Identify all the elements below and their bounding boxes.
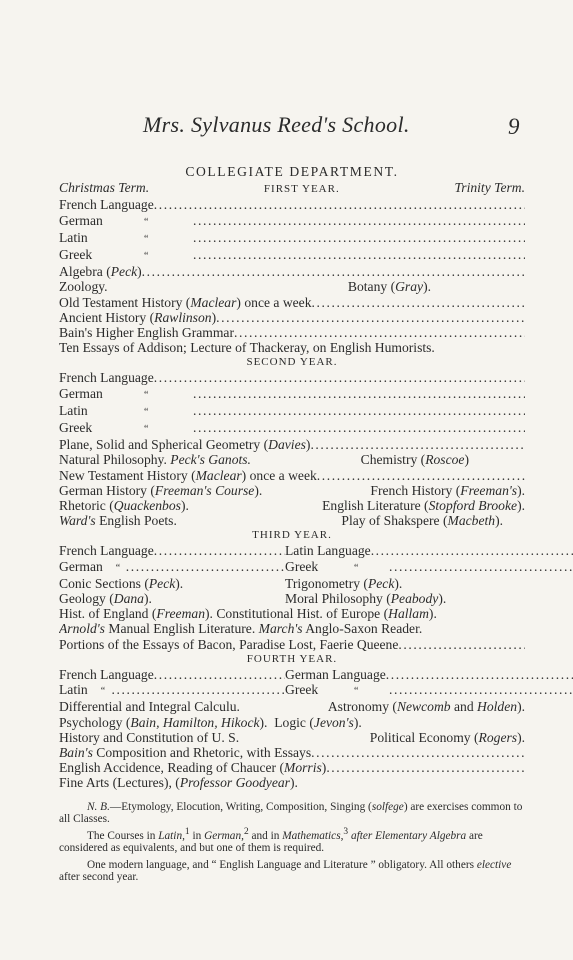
nota-bene: N. B.: [87, 800, 110, 813]
course-label: Fine Arts (Lectures),: [59, 775, 172, 791]
course-row: [59, 325, 525, 340]
textbook: Rogers: [478, 729, 518, 745]
course-row: [59, 264, 525, 279]
ditto-mark: “: [144, 233, 149, 245]
note-paragraph: [59, 826, 525, 855]
textbook: Hallam: [388, 606, 429, 622]
course-label: Hist. of England: [59, 606, 149, 622]
course-label: Political Economy: [369, 729, 471, 745]
course-name: Conic Sections (Peck).: [59, 575, 184, 591]
course-name: Astronomy (Newcomb and Holden).: [327, 699, 525, 715]
course-row: Ten Essays of Addison; Lecture of Thackeray, on English Humorists.: [59, 340, 435, 356]
textbook: Quackenbos: [113, 498, 181, 514]
author: Bain's: [59, 744, 93, 760]
term-row: [59, 180, 525, 197]
term-left: Christmas Term.: [59, 180, 150, 196]
course-cell: [59, 576, 285, 591]
course-name: French Language: [59, 666, 154, 682]
page-number: 9: [508, 114, 520, 139]
note-italic: after Elementary Algebra: [350, 829, 467, 842]
textbook: Davies: [268, 437, 306, 453]
footnotes: [59, 801, 525, 884]
leader-dots: [398, 637, 525, 652]
course-row: [59, 760, 525, 775]
leader-dots: [216, 310, 525, 325]
course-name: French Language: [59, 197, 154, 213]
ditto-mark: “: [144, 251, 149, 263]
textbook: Gray: [395, 279, 424, 295]
course-name: [59, 745, 311, 760]
course-name: Rhetoric (Quackenbos).: [59, 498, 189, 514]
textbook: Peck: [148, 575, 176, 591]
textbook: Freeman's: [460, 482, 518, 498]
textbook: Freeman's Course: [154, 482, 255, 498]
ditto-mark: “: [144, 216, 149, 228]
course-name: Plane, Solid and Spherical Geometry (Davies): [59, 437, 311, 453]
leader-dots: [310, 437, 525, 452]
department-title: COLLEGIATE DEPARTMENT.: [185, 164, 399, 179]
course-row: [59, 437, 525, 452]
course-name: Latin: [59, 402, 88, 418]
course-row: [59, 513, 525, 528]
author: Arnold's: [59, 621, 105, 637]
course-name: French Language: [59, 370, 154, 386]
course-name: Chemistry (Roscoe): [360, 452, 469, 468]
note-text: ) are exercises common to all Classes.: [59, 800, 523, 826]
course-name: Zoology.: [59, 279, 108, 295]
course-name: Botany (Gray).: [347, 279, 431, 295]
leader-dots: [126, 559, 285, 574]
course-cell: [285, 682, 573, 699]
course-label: Rhetoric: [59, 498, 106, 514]
course-row: [59, 699, 525, 714]
page-header: [0, 112, 573, 148]
first-year-heading: FIRST YEAR.: [263, 183, 340, 196]
note-paragraph: [59, 859, 525, 884]
course-cell: [285, 591, 525, 606]
course-cell: [285, 576, 525, 591]
course-row: Psychology (Bain, Hamilton, Hikock). Logic (Jevon's).: [59, 714, 362, 730]
course-label: Ancient History: [59, 309, 147, 325]
leader-dots: [154, 543, 285, 558]
course-name: Algebra (Peck): [59, 264, 142, 280]
course-label: English Literature: [322, 498, 421, 514]
course-name: Ancient History (Rawlinson): [59, 309, 217, 325]
course-cell: [59, 591, 285, 606]
second-year-heading: SECOND YEAR.: [246, 356, 338, 369]
course-label: Trigonometry: [285, 575, 361, 591]
course-name: German: [59, 558, 103, 574]
course-row: [59, 591, 525, 606]
course-row: [59, 682, 525, 699]
course-label: Natural Philosophy.: [59, 452, 167, 468]
note-italic: German,: [204, 829, 244, 842]
note-italic: Mathematics,: [282, 829, 344, 842]
course-label: Logic: [274, 714, 306, 730]
textbook: Maclear: [195, 467, 242, 483]
note-text: The Courses in: [87, 829, 156, 842]
course-cell: [59, 667, 285, 682]
note-text: after second year.: [59, 871, 139, 884]
course-label: Botany: [347, 279, 388, 295]
course-name: Trigonometry (Peck).: [285, 575, 403, 591]
course-note: once a week: [244, 294, 312, 310]
leader-dots: [142, 264, 525, 279]
leader-dots: [317, 468, 525, 483]
note-text: are considered as equivalents, and but one of them is required.: [59, 829, 483, 855]
course-cell: [59, 682, 285, 699]
leader-dots: [112, 682, 285, 697]
course-name: Latin: [59, 229, 88, 245]
ditto-mark: “: [354, 562, 359, 574]
course-name: History and Constitution of U. S.: [59, 729, 240, 745]
course-name: German History (Freeman's Course).: [59, 482, 263, 498]
course-row: [59, 403, 525, 420]
note-text: and in: [251, 829, 280, 842]
leader-dots: [389, 682, 573, 697]
course-row: [59, 247, 525, 264]
course-name: French History (Freeman's).: [370, 482, 525, 498]
course-name: Geology (Dana).: [59, 591, 152, 607]
course-name: German Language: [285, 666, 386, 682]
course-label: Plane, Solid and Spherical Geometry: [59, 437, 261, 453]
course-row: [59, 452, 525, 467]
leader-dots: [389, 559, 573, 574]
leader-dots: [193, 386, 525, 401]
course-name: [59, 452, 251, 467]
textbook: Macbeth: [447, 513, 496, 529]
course-name: Portions of the Essays of Bacon, Paradise Lost, Faerie Queene: [59, 636, 399, 652]
textbook: Peck's Ganots.: [170, 452, 251, 468]
course-cell: [285, 667, 573, 682]
course-label: Chemistry: [360, 452, 418, 468]
course-row: [59, 279, 525, 294]
course-name: [59, 513, 177, 528]
leader-dots: [386, 667, 573, 682]
course-name: Latin Language: [285, 543, 371, 559]
course-label: Moral Philosophy: [285, 591, 383, 607]
leader-dots: [371, 543, 573, 558]
fourth-year-heading: FOURTH YEAR.: [246, 652, 338, 665]
course-name: Moral Philosophy (Peabody).: [285, 591, 447, 607]
textbook: Peck: [110, 264, 138, 280]
course-cell: [59, 559, 285, 576]
course-row: [59, 295, 525, 310]
course-row: [59, 745, 525, 760]
course-row: [59, 420, 525, 437]
course-label: New Testament History: [59, 467, 188, 483]
course-name: English Literature (Stopford Brooke).: [322, 498, 525, 514]
course-row: [59, 197, 525, 212]
course-name: Bain's Higher English Grammar: [59, 325, 234, 341]
course-row: [59, 468, 525, 483]
course-label: Geology: [59, 591, 106, 607]
leader-dots: [193, 230, 525, 245]
leader-dots: [193, 213, 525, 228]
course-row: [59, 730, 525, 745]
course-name: English Accidence, Reading of Chaucer (Morris): [59, 760, 327, 776]
third-year-heading: THIRD YEAR.: [252, 529, 332, 542]
course-name: Play of Shakspere (Macbeth).: [341, 513, 503, 529]
textbook: Newcomb: [396, 699, 451, 715]
course-row: [59, 559, 525, 576]
textbook: Roscoe: [425, 452, 465, 468]
course-row: [59, 498, 525, 513]
course-label: Composition and Rhetoric, with Essays: [96, 744, 312, 760]
leader-dots: [193, 403, 525, 418]
course-name: Greek: [285, 682, 319, 698]
course-label: English Accidence, Reading of Chaucer: [59, 760, 277, 776]
note-text: One modern language, and “ English Language and Literature ” obligatory. All others: [87, 858, 475, 871]
footnote-mark: 3: [343, 826, 349, 837]
course-label: Play of Shakspere: [341, 513, 440, 529]
course-row: Fine Arts (Lectures), (Professor Goodyear).: [59, 775, 298, 791]
running-title: Mrs. Sylvanus Reed's School.: [143, 112, 410, 137]
author: March's: [258, 621, 303, 637]
ditto-mark: “: [144, 389, 149, 401]
course-label: Astronomy: [327, 699, 390, 715]
course-name: Political Economy (Rogers).: [369, 729, 525, 745]
course-row: [59, 637, 525, 652]
textbook: Dana: [113, 591, 144, 607]
course-row: Hist. of England (Freeman). Constitutional Hist. of Europe (Hallam).: [59, 606, 437, 622]
textbook: Jevon's: [313, 714, 354, 730]
course-row: [59, 483, 525, 498]
course-name: New Testament History (Maclear) once a week: [59, 467, 317, 483]
ditto-mark: “: [354, 686, 359, 698]
leader-dots: [312, 295, 525, 310]
course-label: Algebra: [59, 264, 103, 280]
course-label: Anglo-Saxon Reader.: [305, 621, 423, 637]
textbook: Freeman: [156, 606, 205, 622]
leader-dots: [154, 667, 285, 682]
course-label: German History: [59, 482, 147, 498]
leader-dots: [234, 325, 525, 340]
leader-dots: [326, 760, 525, 775]
course-name: German: [59, 212, 103, 228]
course-label: Conic Sections: [59, 575, 141, 591]
course-label: Old Testament History: [59, 294, 183, 310]
textbook: Professor Goodyear: [179, 775, 290, 791]
textbook: Morris: [284, 760, 322, 776]
textbook: Bain, Hamilton, Hikock: [130, 714, 260, 730]
note-text: in: [192, 829, 202, 842]
author: Ward's: [59, 513, 96, 529]
course-name: Greek: [59, 247, 93, 263]
course-listing: [59, 164, 525, 884]
course-row: [59, 230, 525, 247]
leader-dots: [154, 370, 525, 385]
term-right: Trinity Term.: [454, 180, 525, 196]
course-row: [59, 370, 525, 385]
course-cell: [59, 543, 285, 558]
course-label: French History: [370, 482, 453, 498]
course-label: Manual English Literature.: [108, 621, 256, 637]
course-row: [59, 213, 525, 230]
course-row: [59, 667, 525, 682]
textbook: Holden: [477, 699, 518, 715]
textbook: Peck: [367, 575, 395, 591]
course-name: German: [59, 385, 103, 401]
course-name: Greek: [285, 558, 319, 574]
course-name: Differential and Integral Calculu.: [59, 699, 240, 715]
course-row: [59, 576, 525, 591]
footnote-mark: 2: [243, 826, 249, 837]
course-row: [59, 386, 525, 403]
course-label: Constitutional Hist. of Europe: [216, 606, 381, 622]
course-note: once a week: [249, 467, 317, 483]
course-row: [59, 310, 525, 325]
note-italic: elective: [476, 858, 512, 871]
leader-dots: [193, 420, 525, 435]
course-label: English Poets.: [99, 513, 177, 529]
ditto-mark: “: [115, 562, 121, 574]
leader-dots: [311, 745, 525, 760]
course-name: Old Testament History (Maclear) once a week: [59, 294, 312, 310]
ditto-mark: “: [144, 406, 149, 418]
course-name: Greek: [59, 420, 93, 436]
note-text: —Etymology, Elocution, Writing, Composition, Singing (: [109, 800, 372, 813]
course-cell: [285, 543, 573, 558]
textbook: Stopford Brooke: [428, 498, 518, 514]
course-row: [59, 543, 525, 558]
leader-dots: [193, 247, 525, 262]
note-paragraph: [59, 801, 525, 826]
course-label: Psychology: [59, 714, 123, 730]
ditto-mark: “: [144, 424, 149, 436]
note-italic: solfege: [371, 800, 404, 813]
course-cell: [285, 559, 573, 576]
footnote-mark: 1: [184, 826, 190, 837]
ditto-mark: “: [100, 686, 106, 698]
textbook: Peabody: [390, 591, 439, 607]
course-name: French Language: [59, 543, 154, 559]
textbook: Rawlinson: [154, 309, 212, 325]
course-name: Latin: [59, 682, 88, 698]
leader-dots: [154, 197, 525, 212]
course-row: [59, 621, 525, 636]
textbook: Maclear: [190, 294, 237, 310]
conjunction: and: [453, 699, 474, 715]
note-italic: Latin,: [158, 829, 185, 842]
